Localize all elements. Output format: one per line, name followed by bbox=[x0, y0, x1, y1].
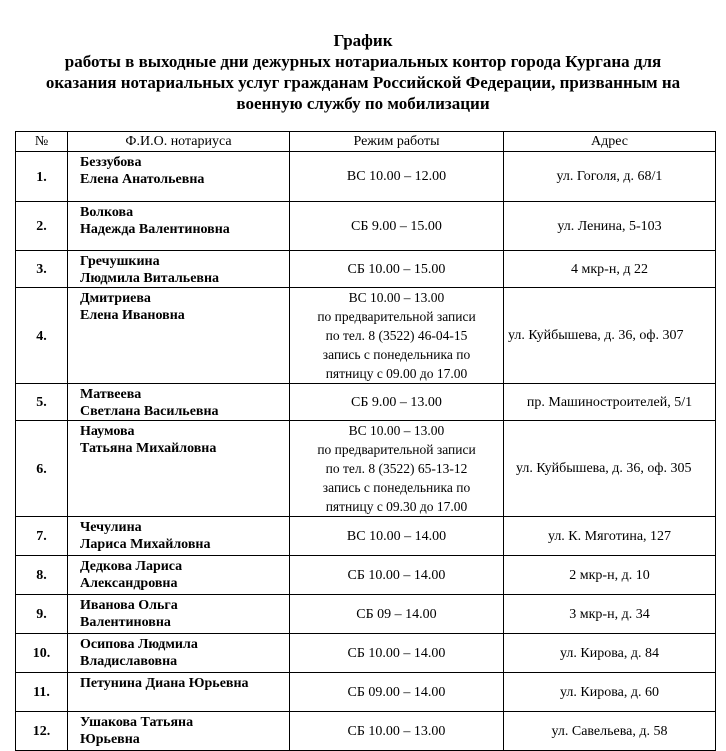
work-schedule bbox=[290, 712, 504, 751]
schedule-line: ВС 10.00 – 13.00 bbox=[348, 423, 445, 438]
schedule-line: СБ 10.00 – 13.00 bbox=[347, 723, 446, 739]
work-schedule bbox=[290, 556, 504, 595]
notary-name bbox=[68, 251, 290, 288]
document-title bbox=[0, 30, 726, 114]
notary-surname: Наумова bbox=[80, 424, 135, 439]
title-line-3: оказания нотариальных услуг гражданам Российской Федерации, призванным на bbox=[45, 73, 681, 92]
schedule-line: СБ 09.00 – 14.00 bbox=[347, 684, 446, 700]
notary-surname: Дедкова Лариса bbox=[80, 559, 183, 574]
schedule-line: СБ 10.00 – 14.00 bbox=[347, 645, 446, 661]
notary-name bbox=[68, 288, 290, 384]
notary-given-names: Владиславовна bbox=[80, 654, 178, 669]
schedule-table bbox=[15, 131, 716, 751]
office-address: 3 мкр-н, д. 34 bbox=[504, 595, 716, 634]
work-schedule bbox=[290, 421, 504, 517]
notary-given-names: Татьяна Михайловна bbox=[80, 441, 217, 456]
row-number: 9. bbox=[16, 595, 68, 634]
notary-surname: Петунина Диана Юрьевна bbox=[80, 676, 249, 691]
schedule-line: пятницу с 09.30 до 17.00 bbox=[325, 499, 468, 514]
schedule-line: СБ 09 – 14.00 bbox=[356, 606, 437, 622]
schedule-line: пятницу с 09.00 до 17.00 bbox=[325, 366, 468, 381]
schedule-line: по предварительной записи bbox=[317, 442, 476, 457]
title-line-1: График bbox=[333, 31, 393, 50]
notary-surname: Иванова Ольга bbox=[80, 598, 178, 613]
schedule-line: по тел. 8 (3522) 65-13-12 bbox=[325, 461, 468, 476]
notary-given-names: Валентиновна bbox=[80, 615, 171, 630]
header-address: Адрес bbox=[504, 132, 716, 152]
table-row bbox=[16, 251, 716, 288]
table-row bbox=[16, 421, 716, 517]
office-address: пр. Машиностроителей, 5/1 bbox=[504, 384, 716, 421]
office-address: 2 мкр-н, д. 10 bbox=[504, 556, 716, 595]
table-row bbox=[16, 288, 716, 384]
row-number: 1. bbox=[16, 152, 68, 202]
schedule-line: СБ 10.00 – 14.00 bbox=[347, 567, 446, 583]
work-schedule bbox=[290, 595, 504, 634]
schedule-line: СБ 10.00 – 15.00 bbox=[347, 261, 446, 277]
table-row bbox=[16, 152, 716, 202]
notary-surname: Осипова Людмила bbox=[80, 637, 198, 652]
row-number: 4. bbox=[16, 288, 68, 384]
table-row bbox=[16, 712, 716, 751]
row-number: 2. bbox=[16, 202, 68, 251]
header-name: Ф.И.О. нотариуса bbox=[68, 132, 290, 152]
work-schedule bbox=[290, 202, 504, 251]
work-schedule bbox=[290, 384, 504, 421]
row-number: 5. bbox=[16, 384, 68, 421]
office-address: ул. Ленина, 5-103 bbox=[504, 202, 716, 251]
notary-name bbox=[68, 712, 290, 751]
work-schedule bbox=[290, 634, 504, 673]
table-row bbox=[16, 595, 716, 634]
row-number: 8. bbox=[16, 556, 68, 595]
office-address: ул. Куйбышева, д. 36, оф. 307 bbox=[504, 288, 716, 384]
row-number: 7. bbox=[16, 517, 68, 556]
notary-given-names: Елена Анатольевна bbox=[80, 172, 205, 187]
notary-given-names: Юрьевна bbox=[80, 732, 140, 747]
row-number: 6. bbox=[16, 421, 68, 517]
notary-name bbox=[68, 595, 290, 634]
notary-surname: Волкова bbox=[80, 205, 134, 220]
notary-surname: Гречушкина bbox=[80, 254, 160, 269]
office-address: ул. Кирова, д. 60 bbox=[504, 673, 716, 712]
notary-surname: Дмитриева bbox=[80, 291, 151, 306]
office-address: ул. Гоголя, д. 68/1 bbox=[504, 152, 716, 202]
notary-name bbox=[68, 152, 290, 202]
schedule-line: СБ 9.00 – 13.00 bbox=[351, 394, 442, 410]
schedule-line: по предварительной записи bbox=[317, 309, 476, 324]
notary-given-names: Лариса Михайловна bbox=[80, 537, 211, 552]
header-mode: Режим работы bbox=[290, 132, 504, 152]
notary-name bbox=[68, 556, 290, 595]
header-num: № bbox=[16, 132, 68, 152]
schedule-line: по тел. 8 (3522) 46-04-15 bbox=[325, 328, 468, 343]
work-schedule bbox=[290, 517, 504, 556]
work-schedule bbox=[290, 673, 504, 712]
notary-surname: Ушакова Татьяна bbox=[80, 715, 194, 730]
notary-given-names: Александровна bbox=[80, 576, 178, 591]
table-row bbox=[16, 556, 716, 595]
office-address: ул. Савельева, д. 58 bbox=[504, 712, 716, 751]
office-address: ул. Куйбышева, д. 36, оф. 305 bbox=[504, 421, 716, 517]
table-row bbox=[16, 202, 716, 251]
schedule-line: запись с понедельника по bbox=[322, 347, 471, 362]
table-row bbox=[16, 673, 716, 712]
notary-given-names: Людмила Витальевна bbox=[80, 271, 220, 286]
schedule-line: ВС 10.00 – 12.00 bbox=[346, 169, 447, 184]
notary-given-names: Елена Ивановна bbox=[80, 308, 185, 323]
notary-name bbox=[68, 202, 290, 251]
title-line-2: работы в выходные дни дежурных нотариальных контор города Кургана для bbox=[64, 52, 662, 71]
schedule-line: ВС 10.00 – 14.00 bbox=[346, 528, 447, 544]
schedule-line: ВС 10.00 – 13.00 bbox=[348, 290, 445, 305]
notary-surname: Чечулина bbox=[80, 520, 142, 535]
notary-given-names: Светлана Васильевна bbox=[80, 404, 219, 419]
row-number: 3. bbox=[16, 251, 68, 288]
schedule-line: СБ 9.00 – 15.00 bbox=[351, 218, 442, 234]
office-address: ул. Кирова, д. 84 bbox=[504, 634, 716, 673]
work-schedule bbox=[290, 288, 504, 384]
table-row bbox=[16, 634, 716, 673]
notary-name bbox=[68, 421, 290, 517]
schedule-line: запись с понедельника по bbox=[322, 480, 471, 495]
table-row bbox=[16, 517, 716, 556]
work-schedule bbox=[290, 152, 504, 202]
title-line-4: военную службу по мобилизации bbox=[236, 94, 490, 113]
notary-name bbox=[68, 634, 290, 673]
notary-name bbox=[68, 673, 290, 712]
row-number: 10. bbox=[16, 634, 68, 673]
row-number: 11. bbox=[16, 673, 68, 712]
notary-name bbox=[68, 517, 290, 556]
notary-name bbox=[68, 384, 290, 421]
work-schedule bbox=[290, 251, 504, 288]
notary-surname: Беззубова bbox=[80, 155, 142, 170]
table-header-row bbox=[16, 132, 716, 152]
row-number: 12. bbox=[16, 712, 68, 751]
office-address: ул. К. Мяготина, 127 bbox=[504, 517, 716, 556]
table-row bbox=[16, 384, 716, 421]
notary-given-names: Надежда Валентиновна bbox=[80, 222, 230, 237]
office-address: 4 мкр-н, д 22 bbox=[504, 251, 716, 288]
notary-surname: Матвеева bbox=[80, 387, 142, 402]
